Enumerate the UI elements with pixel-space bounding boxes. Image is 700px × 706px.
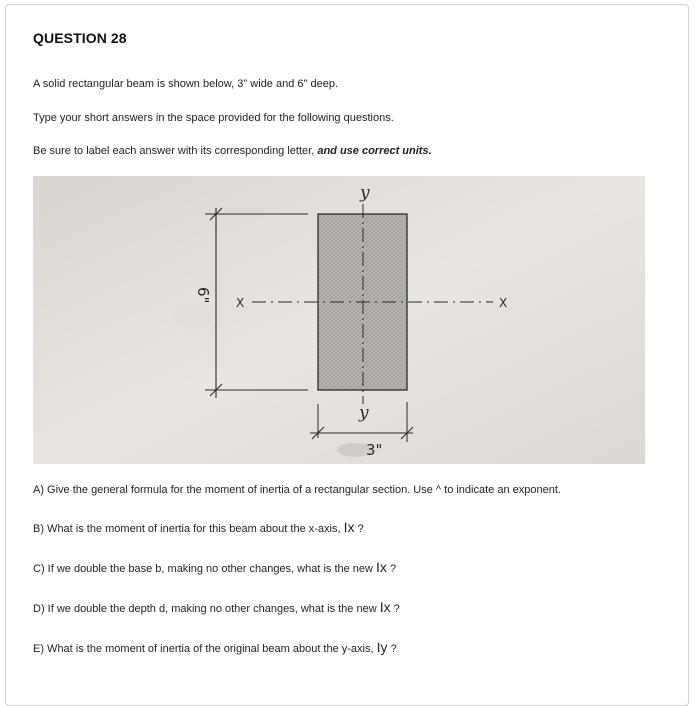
intro-text: A solid rectangular beam is shown below, 3" wide and 6" deep. — [33, 78, 338, 90]
y-bottom-label: y — [359, 403, 369, 423]
part-e-text: E) What is the moment of inertia of the original beam about the y-axis, — [33, 643, 377, 655]
instruction-text: Type your short answers in the space provided for the following questions. — [33, 112, 394, 124]
y-top-label: y — [360, 183, 370, 203]
beam-figure — [33, 176, 645, 464]
question-title: QUESTION 28 — [33, 30, 127, 46]
part-a: A) Give the general formula for the moment of inertia of a rectangular section. Use ^ to indicate an exponent. — [33, 484, 561, 496]
part-e-variable: Iy — [376, 639, 388, 655]
x-right-label: X — [499, 296, 508, 310]
width-dimension-label: 3" — [366, 441, 383, 459]
part-b-text: B) What is the moment of inertia for this beam about the x-axis, — [33, 523, 344, 535]
label-note-text: Be sure to label each answer with its corresponding letter, — [33, 145, 315, 157]
part-c-text: C) If we double the base b, making no other changes, what is the new — [33, 563, 377, 575]
paper-smudge — [173, 302, 213, 330]
part-c-variable: Ix — [376, 559, 387, 575]
part-b — [33, 519, 364, 535]
x-left-label: X — [236, 296, 245, 310]
label-note-emphasis: and use correct units. — [317, 145, 432, 157]
part-b-suffix: ? — [354, 523, 364, 535]
label-note — [33, 145, 432, 157]
part-c-suffix: ? — [386, 563, 397, 575]
part-d — [33, 599, 400, 615]
part-d-text: D) If we double the depth d, making no other changes, what is the new — [33, 603, 380, 615]
height-dimension-label: 6" — [194, 287, 212, 304]
part-e — [33, 639, 397, 655]
part-e-suffix: ? — [387, 643, 397, 655]
part-b-variable: Ix — [343, 519, 355, 535]
part-c — [33, 559, 396, 575]
part-d-variable: Ix — [379, 599, 391, 615]
part-d-suffix: ? — [390, 603, 400, 615]
